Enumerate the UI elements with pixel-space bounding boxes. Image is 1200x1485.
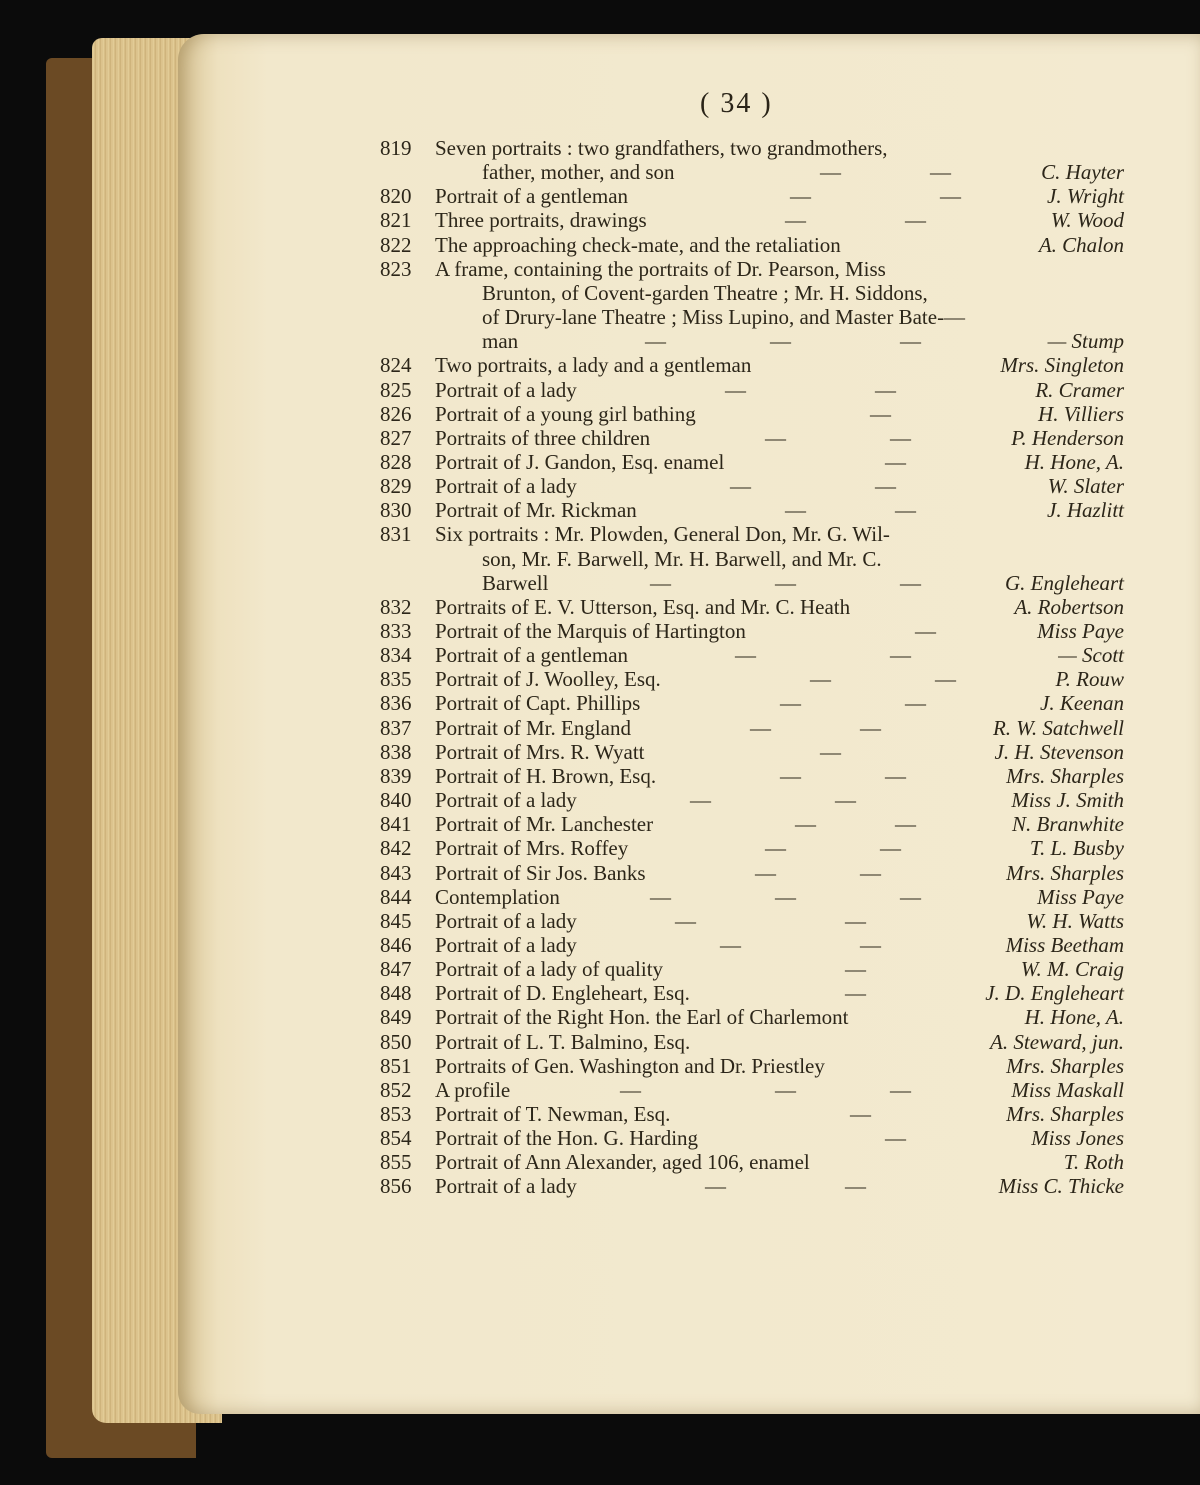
entry-number: 840 xyxy=(380,788,412,813)
leader-dash: — xyxy=(930,160,951,185)
entry-number: 849 xyxy=(380,1005,412,1030)
entry-title: Portrait of a lady xyxy=(435,1174,577,1199)
entry-number: 843 xyxy=(380,860,412,885)
entry-number: 847 xyxy=(380,957,412,982)
entry-number: 850 xyxy=(380,1029,412,1054)
entry-artist: T. L. Busby xyxy=(1029,836,1124,861)
entry-title: Portrait of the Right Hon. the Earl of Charlemont xyxy=(435,1005,849,1030)
leader-dash: — xyxy=(885,1126,906,1151)
leader-dash: — xyxy=(885,449,906,474)
entry-number: 835 xyxy=(380,667,412,692)
catalogue-entry xyxy=(0,281,1200,305)
catalogue-entry xyxy=(0,740,1200,764)
leader-dash: — xyxy=(780,691,801,716)
catalogue-entry xyxy=(0,474,1200,498)
catalogue-entry xyxy=(0,861,1200,885)
page-number: ( 34 ) xyxy=(700,88,773,119)
entry-title: Six portraits : Mr. Plowden, General Don, Mr. G. Wil- xyxy=(435,522,890,547)
entry-number: 846 xyxy=(380,932,412,957)
entry-title: Portrait of D. Engleheart, Esq. xyxy=(435,981,690,1006)
entry-title: The approaching check-mate, and the retaliation xyxy=(435,232,841,257)
leader-dash: — xyxy=(730,474,751,499)
leader-dash: — xyxy=(940,184,961,209)
catalogue-entry xyxy=(0,716,1200,740)
entry-title: Portrait of Capt. Phillips xyxy=(435,691,641,716)
entry-artist: Miss Maskall xyxy=(1011,1077,1124,1102)
entry-title: Portraits of three children xyxy=(435,425,651,450)
entry-number: 845 xyxy=(380,908,412,933)
entry-title: Portrait of L. T. Balmino, Esq. xyxy=(435,1029,691,1054)
entry-number: 826 xyxy=(380,401,412,426)
catalogue-entry xyxy=(0,667,1200,691)
catalogue-entry xyxy=(0,353,1200,377)
catalogue-entry xyxy=(0,450,1200,474)
catalogue-entry xyxy=(0,619,1200,643)
entry-number: 831 xyxy=(380,522,412,547)
entry-number: 838 xyxy=(380,739,412,764)
entry-title: Portrait of H. Brown, Esq. xyxy=(435,763,657,788)
entry-title: Portrait of Sir Jos. Banks xyxy=(435,860,646,885)
entry-number: 833 xyxy=(380,619,412,643)
entry-number: 836 xyxy=(380,691,412,716)
leader-dash: — xyxy=(690,788,711,813)
entry-number: 828 xyxy=(380,449,412,474)
leader-dash: — xyxy=(645,329,666,354)
leader-dash: — xyxy=(915,619,936,643)
catalogue-entry xyxy=(0,933,1200,957)
entry-number: 844 xyxy=(380,884,412,909)
catalogue-entry xyxy=(0,547,1200,571)
entry-artist: Mrs. Sharples xyxy=(1006,860,1124,885)
entry-artist: J. D. Engleheart xyxy=(985,981,1124,1006)
catalogue-entry xyxy=(0,691,1200,715)
entry-title: Portrait of T. Newman, Esq. xyxy=(435,1102,671,1126)
entry-title: Portrait of J. Gandon, Esq. enamel xyxy=(435,449,725,474)
entry-title: Portrait of a lady of quality xyxy=(435,957,664,982)
leader-dash: — xyxy=(620,1077,641,1102)
leader-dash: — xyxy=(890,643,911,668)
entry-title: Portrait of Mr. England xyxy=(435,715,631,740)
catalogue-entry xyxy=(0,522,1200,546)
catalogue-entry xyxy=(0,208,1200,232)
leader-dash: — xyxy=(780,763,801,788)
entry-number: 855 xyxy=(380,1150,412,1175)
catalogue-entry xyxy=(0,595,1200,619)
entry-number: 834 xyxy=(380,643,412,668)
entry-number: 856 xyxy=(380,1174,412,1199)
catalogue-entry xyxy=(0,305,1200,329)
entry-artist: H. Hone, A. xyxy=(1024,449,1124,474)
entry-artist: A. Chalon xyxy=(1038,232,1124,257)
entry-title: Portrait of Ann Alexander, aged 106, enamel xyxy=(435,1150,810,1175)
leader-dash: — xyxy=(795,812,816,837)
leader-dash: — xyxy=(750,715,771,740)
entry-number: 842 xyxy=(380,836,412,861)
catalogue-entry xyxy=(0,885,1200,909)
leader-dash: — xyxy=(845,957,866,982)
leader-dash: — xyxy=(900,570,921,595)
leader-dash: — xyxy=(765,425,786,450)
entry-number: 821 xyxy=(380,208,412,233)
entry-title: Portrait of Mr. Rickman xyxy=(435,498,637,523)
entry-artist: N. Branwhite xyxy=(1011,812,1124,837)
leader-dash: — xyxy=(735,643,756,668)
leader-dash: — xyxy=(775,884,796,909)
leader-dash: — xyxy=(770,329,791,354)
catalogue-entry xyxy=(0,426,1200,450)
entry-number: 851 xyxy=(380,1053,412,1078)
entry-number: 839 xyxy=(380,763,412,788)
leader-dash: — xyxy=(755,860,776,885)
entry-title: man xyxy=(482,329,519,354)
leader-dash: — xyxy=(935,667,956,692)
catalogue-entry xyxy=(0,378,1200,402)
entry-artist: W. H. Watts xyxy=(1026,908,1124,933)
entry-title: Portrait of a lady xyxy=(435,474,577,499)
entry-number: 830 xyxy=(380,498,412,523)
entry-number: 819 xyxy=(380,136,412,160)
entry-artist: Mrs. Sharples xyxy=(1006,1053,1124,1078)
entry-title: Portrait of a lady xyxy=(435,788,577,813)
entry-number: 827 xyxy=(380,425,412,450)
entry-title: Portrait of Mrs. R. Wyatt xyxy=(435,739,645,764)
entry-artist: H. Villiers xyxy=(1038,401,1124,426)
entry-title: Portrait of Mr. Lanchester xyxy=(435,812,654,837)
leader-dash: — xyxy=(790,184,811,209)
catalogue-entry xyxy=(0,1078,1200,1102)
entry-number: 852 xyxy=(380,1077,412,1102)
entry-number: 829 xyxy=(380,474,412,499)
entry-artist: W. M. Craig xyxy=(1020,957,1124,982)
entry-number: 822 xyxy=(380,232,412,257)
entry-number: 825 xyxy=(380,377,412,402)
leader-dash: — xyxy=(675,908,696,933)
entry-artist: T. Roth xyxy=(1063,1150,1124,1175)
leader-dash: — xyxy=(860,715,881,740)
entry-number: 853 xyxy=(380,1102,412,1126)
catalogue-entry xyxy=(0,1150,1200,1174)
entry-number: 823 xyxy=(380,256,412,281)
entry-artist: H. Hone, A. xyxy=(1024,1005,1124,1030)
entry-artist: R. Cramer xyxy=(1035,377,1124,402)
entry-title: son, Mr. F. Barwell, Mr. H. Barwell, and Mr. C. xyxy=(482,546,882,571)
leader-dash: — xyxy=(785,498,806,523)
entry-artist: Mrs. Sharples xyxy=(1006,763,1124,788)
entry-artist: J. Wright xyxy=(1047,184,1124,209)
entry-title: A profile xyxy=(435,1077,511,1102)
entry-title: Portrait of the Hon. G. Harding xyxy=(435,1126,699,1151)
entry-title: Contemplation xyxy=(435,884,560,909)
catalogue-entry xyxy=(0,1102,1200,1126)
entry-number: 841 xyxy=(380,812,412,837)
entry-artist: A. Robertson xyxy=(1014,594,1124,619)
catalogue-entry xyxy=(0,909,1200,933)
catalogue-entry xyxy=(0,1054,1200,1078)
leader-dash: — xyxy=(810,667,831,692)
entry-artist: R. W. Satchwell xyxy=(992,715,1124,740)
entry-artist: W. Wood xyxy=(1050,208,1124,233)
catalogue-entry xyxy=(0,402,1200,426)
entry-artist: Miss J. Smith xyxy=(1011,788,1124,813)
entry-number: 848 xyxy=(380,981,412,1006)
entry-artist: Miss Jones xyxy=(1031,1126,1124,1151)
leader-dash: — xyxy=(845,981,866,1006)
leader-dash: — xyxy=(765,836,786,861)
leader-dash: — xyxy=(650,570,671,595)
leader-dash: — xyxy=(705,1174,726,1199)
leader-dash: — xyxy=(860,932,881,957)
entry-title: father, mother, and son xyxy=(482,160,675,185)
catalogue-entry xyxy=(0,498,1200,522)
leader-dash: — xyxy=(845,908,866,933)
leader-dash: — xyxy=(895,812,916,837)
entry-artist: Miss Paye xyxy=(1037,619,1124,643)
entry-title: Portrait of a young girl bathing xyxy=(435,401,696,426)
entry-title: Portrait of a gentleman xyxy=(435,184,629,209)
leader-dash: — xyxy=(720,932,741,957)
entry-title: Portrait of J. Woolley, Esq. xyxy=(435,667,661,692)
catalogue-entry xyxy=(0,812,1200,836)
leader-dash: — xyxy=(845,1174,866,1199)
entry-number: 820 xyxy=(380,184,412,209)
entry-number: 832 xyxy=(380,594,412,619)
entry-artist: W. Slater xyxy=(1047,474,1124,499)
catalogue-entry xyxy=(0,571,1200,595)
entry-title: A frame, containing the portraits of Dr. Pearson, Miss xyxy=(435,256,886,281)
catalogue-entry xyxy=(0,764,1200,788)
entry-title: Portrait of Mrs. Roffey xyxy=(435,836,629,861)
entry-artist: Miss Beetham xyxy=(1005,932,1124,957)
catalogue-entry xyxy=(0,136,1200,160)
catalogue-entry xyxy=(0,957,1200,981)
catalogue-entry xyxy=(0,836,1200,860)
leader-dash: — xyxy=(905,208,926,233)
entry-title: Three portraits, drawings xyxy=(435,208,647,233)
leader-dash: — xyxy=(890,425,911,450)
entry-title: Brunton, of Covent-garden Theatre ; Mr. H. Siddons, xyxy=(482,280,928,305)
entry-number: 824 xyxy=(380,353,412,378)
leader-dash: — xyxy=(775,570,796,595)
leader-dash: — xyxy=(725,377,746,402)
leader-dash: — xyxy=(820,739,841,764)
leader-dash: — xyxy=(875,474,896,499)
catalogue-entry xyxy=(0,1030,1200,1054)
entry-title: Two portraits, a lady and a gentleman xyxy=(435,353,752,378)
catalogue-entry xyxy=(0,329,1200,353)
entry-title: Portraits of E. V. Utterson, Esq. and Mr. C. Heath xyxy=(435,594,851,619)
entry-artist: — Stump xyxy=(1047,329,1124,354)
entry-artist: P. Henderson xyxy=(1011,425,1124,450)
entry-artist: J. H. Stevenson xyxy=(994,739,1124,764)
leader-dash: — xyxy=(860,860,881,885)
entry-title: Portraits of Gen. Washington and Dr. Priestley xyxy=(435,1053,825,1078)
leader-dash: — xyxy=(835,788,856,813)
leader-dash: — xyxy=(775,1077,796,1102)
entry-artist: Miss Paye xyxy=(1037,884,1124,909)
leader-dash: — xyxy=(820,160,841,185)
leader-dash: — xyxy=(890,1077,911,1102)
leader-dash: — xyxy=(880,836,901,861)
leader-dash: — xyxy=(870,401,891,426)
entry-title: Seven portraits : two grandfathers, two grandmothers, xyxy=(435,136,888,160)
entry-artist: C. Hayter xyxy=(1041,160,1124,185)
entry-artist: A. Steward, jun. xyxy=(990,1029,1124,1054)
catalogue-entry xyxy=(0,788,1200,812)
entry-title: Portrait of a lady xyxy=(435,377,577,402)
entry-artist: P. Rouw xyxy=(1055,667,1124,692)
entry-title: Portrait of a gentleman xyxy=(435,643,629,668)
catalogue-entry xyxy=(0,184,1200,208)
catalogue-entry xyxy=(0,1005,1200,1029)
entry-artist: J. Hazlitt xyxy=(1047,498,1124,523)
entry-title: of Drury-lane Theatre ; Miss Lupino, and Master Bate-— xyxy=(482,305,966,330)
leader-dash: — xyxy=(875,377,896,402)
catalogue-entry xyxy=(0,233,1200,257)
leader-dash: — xyxy=(885,763,906,788)
leader-dash: — xyxy=(900,884,921,909)
entry-number: 837 xyxy=(380,715,412,740)
entry-number: 854 xyxy=(380,1126,412,1151)
entry-title: Portrait of a lady xyxy=(435,908,577,933)
entry-artist: — Scott xyxy=(1058,643,1124,668)
leader-dash: — xyxy=(650,884,671,909)
catalogue-entry xyxy=(0,1174,1200,1198)
entry-title: Portrait of a lady xyxy=(435,932,577,957)
entry-artist: Mrs. Singleton xyxy=(1000,353,1124,378)
catalogue-entry xyxy=(0,257,1200,281)
entry-title: Barwell xyxy=(482,570,549,595)
catalogue-entry xyxy=(0,981,1200,1005)
entry-artist: G. Engleheart xyxy=(1005,570,1124,595)
leader-dash: — xyxy=(850,1102,871,1126)
catalogue-entry xyxy=(0,1126,1200,1150)
leader-dash: — xyxy=(785,208,806,233)
entry-artist: Mrs. Sharples xyxy=(1006,1102,1124,1126)
leader-dash: — xyxy=(895,498,916,523)
catalogue-entry xyxy=(0,160,1200,184)
entry-artist: J. Keenan xyxy=(1040,691,1124,716)
entry-artist: Miss C. Thicke xyxy=(998,1174,1124,1199)
entry-title: Portrait of the Marquis of Hartington xyxy=(435,619,746,643)
catalogue-entry xyxy=(0,643,1200,667)
leader-dash: — xyxy=(900,329,921,354)
leader-dash: — xyxy=(905,691,926,716)
